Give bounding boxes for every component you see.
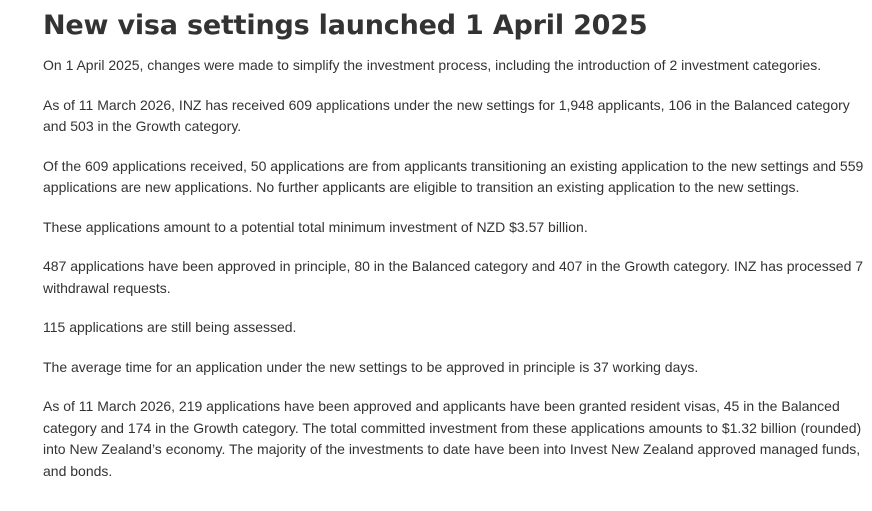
paragraph-applications-received: As of 11 March 2026, INZ has received 609 applications under the new settings for 1,948 applicants, 106 in the Balanced category and 503 in the Growth category. bbox=[43, 96, 850, 134]
paragraph-being-assessed: 115 applications are still being assessed. bbox=[43, 319, 297, 335]
page-title: New visa settings launched 1 April 2025 bbox=[43, 10, 648, 41]
paragraph-average-time: The average time for an application under the new settings to be approved in principle is 37 working days. bbox=[43, 358, 699, 375]
paragraph-total-investment: These applications amount to a potential total minimum investment of NZD $3.57 billion. bbox=[43, 218, 588, 235]
paragraph-approved-in-principle: 487 applications have been approved in principle, 80 in the Balanced category and 407 in the Growth category. INZ has processed 7 withdrawal requests. bbox=[43, 258, 864, 296]
paragraph-transitioning: Of the 609 applications received, 50 applications are from applicants transitioning an existing application to the new settings and 559 applications are new applications. No further applicants are eligible to transition an existing application to the new settings. bbox=[43, 157, 864, 195]
paragraph-intro: On 1 April 2025, changes were made to simplify the investment process, including the introduction of 2 investment categories. bbox=[43, 57, 822, 73]
paragraph-resident-visas: As of 11 March 2026, 219 applications have been approved and applicants have been granted resident visas, 45 in the Balanced category and 174 in the Growth category. The total committed investment from these applications amounts to $1.32 billion (rounded) into New Zealand’s economy. The majority of the investments to date have been into Invest New Zealand approved managed funds, and bonds. bbox=[43, 398, 862, 479]
article-content bbox=[43, 0, 867, 482]
